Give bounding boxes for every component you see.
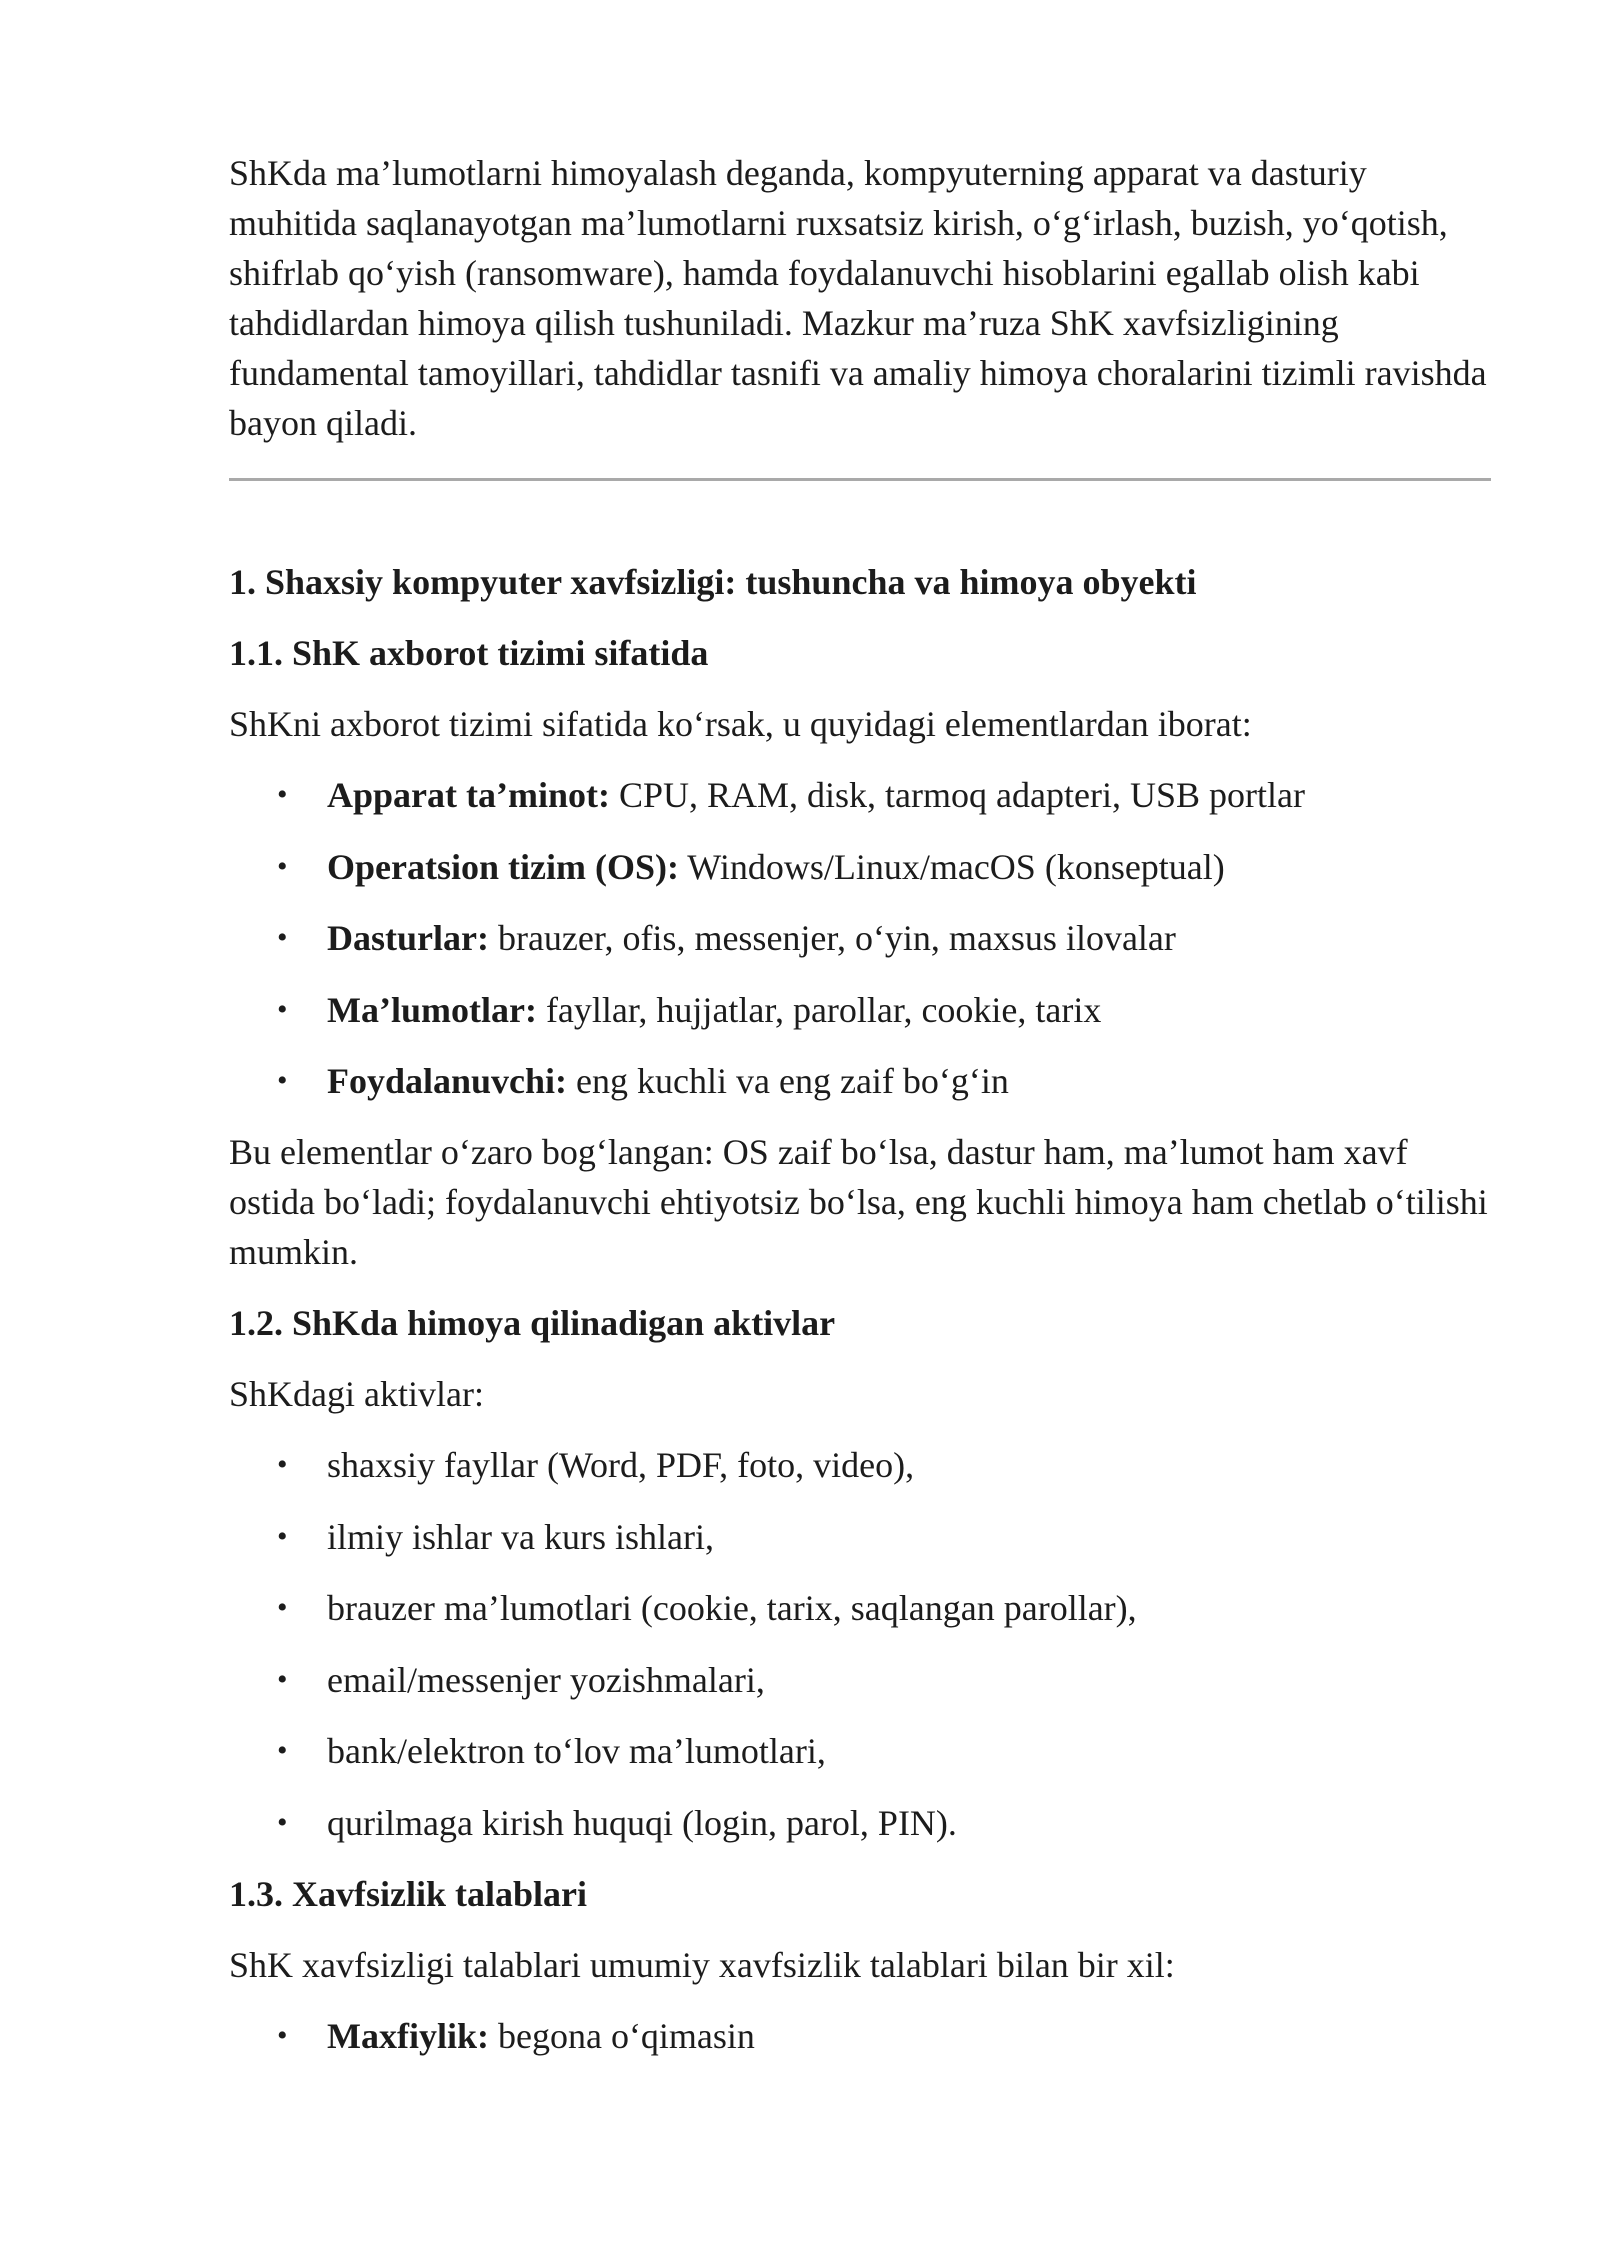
list-item-text: CPU, RAM, disk, tarmoq adapteri, USB portlar [609,775,1305,815]
bullet-icon: • [277,1591,288,1624]
subsection-1-2-lead: ShKdagi aktivlar: [229,1374,484,1414]
bullet-icon: • [277,1064,288,1097]
list-item [229,842,1491,892]
list-item [229,1512,1491,1562]
requirements-list [229,2011,1491,2061]
bullet-icon: • [277,1805,288,1839]
subsection-1-1-heading: 1.1. ShK axborot tizimi sifatida [229,633,709,673]
list-item-term: Operatsion tizim (OS): [327,846,679,887]
list-item-text: begona o‘qimasin [488,2015,755,2056]
subsection-1-1-lead: ShKni axborot tizimi sifatida ko‘rsak, u quyidagi elementlardan iborat: [229,704,1252,744]
subsection-1-1-conclusion: Bu elementlar o‘zaro bog‘langan: OS zaif bo‘lsa, dastur ham, ma’lumot ham xavf ostida bo‘ladi; foydalanuvchi ehtiyotsiz bo‘lsa, eng kuchli himoya ham chetlab o‘tilishi mumkin. [229,1132,1488,1272]
list-item-text: bank/elektron to‘lov ma’lumotlari, [327,1731,826,1771]
list-item-text: brauzer, ofis, messenjer, o‘yin, maxsus ilovalar [488,918,1176,958]
subsection-1-3-heading: 1.3. Xavfsizlik talablari [229,1873,587,1914]
list-item-text: Windows/Linux/macOS (konseptual) [678,846,1225,887]
bullet-icon: • [277,921,288,954]
list-item-term: Dasturlar: [327,918,489,958]
list-item [229,1440,1491,1490]
bullet-icon: • [277,992,288,1026]
list-item-text: fayllar, hujjatlar, parollar, cookie, tarix [536,989,1102,1030]
bullet-icon: • [277,849,288,883]
assets-list [229,1440,1491,1848]
list-item-term: Apparat ta’minot: [327,775,610,815]
list-item-text: qurilmaga kirish huquqi (login, parol, PIN). [327,1802,957,1843]
bullet-icon: • [277,1734,288,1767]
section-1-heading: 1. Shaxsiy kompyuter xavfsizligi: tushuncha va himoya obyekti [229,562,1197,602]
list-item-text: shaxsiy fayllar (Word, PDF, foto, video), [327,1445,915,1485]
list-item-text: eng kuchli va eng zaif bo‘g‘in [567,1061,1009,1101]
subsection-1-3-lead: ShK xavfsizligi talablari umumiy xavfsizlik talablari bilan bir xil: [229,1944,1175,1985]
list-item-term: Ma’lumotlar: [327,989,537,1030]
list-item [229,1726,1491,1776]
list-item-text: ilmiy ishlar va kurs ishlari, [327,1516,714,1557]
document-page [229,148,1491,2061]
bullet-icon: • [277,1662,288,1696]
bullet-icon: • [277,1448,288,1481]
list-item-text: brauzer ma’lumotlari (cookie, tarix, saqlangan parollar), [327,1588,1137,1628]
intro-paragraph: ShKda ma’lumotlarni himoyalash deganda, kompyuterning apparat va dasturiy muhitida saqlanayotgan ma’lumotlarni ruxsatsiz kirish, o‘g‘irlash, buzish, yo‘qotish, shifrlab qo‘yish (ransomware), hamda foydalanuvchi hisoblarini egallab olish kabi tahdidlardan himoya qilish tushuniladi. Mazkur ma’ruza ShK xavfsizligining fundamental tamoyillari, tahdidlar tasnifi va amaliy himoya choralarini tizimli ravishda bayon qiladi. [229,153,1487,443]
subsection-1-2-heading: 1.2. ShKda himoya qilinadigan aktivlar [229,1303,836,1343]
list-item [229,2011,1491,2061]
list-item [229,770,1491,820]
list-item [229,985,1491,1035]
list-item-text: email/messenjer yozishmalari, [327,1659,765,1700]
list-item [229,1583,1491,1633]
bullet-icon: • [277,778,288,811]
horizontal-rule [229,478,1491,481]
system-elements-list [229,770,1491,1106]
list-item-term: Maxfiylik: [327,2015,489,2056]
list-item [229,1655,1491,1705]
list-item [229,1056,1491,1106]
bullet-icon: • [277,2018,288,2052]
bullet-icon: • [277,1519,288,1553]
list-item [229,1798,1491,1848]
list-item-term: Foydalanuvchi: [327,1061,568,1101]
list-item [229,913,1491,963]
